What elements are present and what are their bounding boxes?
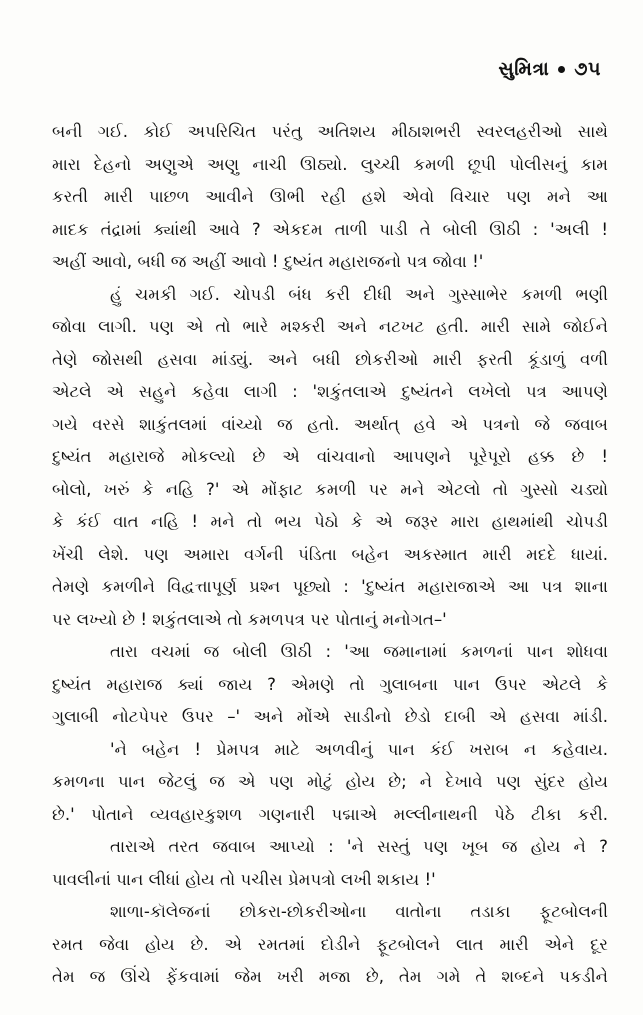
text-line: કે કંઈ વાત નહિ ! મને તો ભય પેઠો કે એ જરૂર મારા હાથમાંથી ચોપડી: [52, 512, 608, 531]
paragraph-first-line: હું ચમકી ગઈ. ચોપડી બંધ કરી દીધી અને ગુસ્સાભેર કમળી ભણી: [110, 284, 608, 304]
text-line: જોવા લાગી. પણ એ તો ભારે મશ્કરી અને નટખટ હતી. મારી સામે જોઈને: [52, 317, 608, 336]
paragraph-first-line: 'ને બહેન ! પ્રેમપત્ર માટે અળવીનું પાન કંઈ ખરાબ ન કહેવાય.: [110, 739, 608, 759]
text-line: દુષ્યંત મહારાજ ક્યાં જાય ? એમણે તો ગુલાબના પાન ઉપર એટલે કે: [52, 674, 608, 694]
text-line: એટલે એ સહુને કહેવા લાગી : 'શકુંતલાએ દુષ્યંતને લખેલો પત્ર આપણે: [52, 382, 608, 401]
paragraph-first-line: તારા વચમાં જ બોલી ઊઠી : 'આ જમાનામાં કમળનાં પાન શોધવા: [110, 642, 608, 661]
text-line: ગુલાબી નોટપેપર ઉપર –' અને મોંએ સાડીનો છેડો દાબી એ હસવા માંડી.: [52, 707, 608, 726]
running-header: [498, 58, 601, 80]
text-line: છે.' પોતાને વ્યવહારકુશળ ગણનારી પદ્માએ મલ્લીનાથની પેઠે ટીકા કરી.: [52, 804, 608, 824]
text-line: તેમ જ ઊંચે ફેંકવામાં જેમ ખરી મજા છે, તેમ ગમે તે શબ્દને પકડીને: [52, 967, 608, 986]
page-number: ૭૫: [574, 58, 601, 80]
text-line: તેણે જોસથી હસવા માંડ્યું. અને બધી છોકરીઓ મારી ફરતી કૂંડાળું વળી: [52, 349, 608, 369]
text-line: બોલો, ખરું કે નહિ ?' એ મોંફાટ કમળી પર મને એટલો તો ગુસ્સો ચડ્યો: [52, 479, 608, 499]
body-text: [52, 116, 608, 994]
text-line: અહીં આવો, બધી જ અહીં આવો ! દુષ્યંત મહારાજનો પત્ર જોવા !': [52, 252, 484, 271]
text-line: ખેંચી લેશે. પણ અમારા વર્ગની પંડિતા બહેન અકસ્માત મારી મદદે ધાયાં.: [52, 544, 608, 564]
text-line: ગયે વરસે શાકુંતલમાં વાંચ્યો જ હતો. અર્થાત્ હવે એ પત્રનો જે જવાબ: [52, 414, 608, 434]
text-line: તેમણે કમળીને વિદ્વત્તાપૂર્ણ પ્રશ્ન પૂછ્યો : 'દુષ્યંત મહારાજાએ આ પત્ર શાના: [52, 577, 608, 596]
text-line: મારા દેહનો અણુએ અણુ નાચી ઊઠ્યો. લુચ્ચી કમળી છૂપી પોલીસનું કામ: [52, 154, 608, 174]
text-line: દુષ્યંત મહારાજે મોકલ્યો છે એ વાંચવાનો આપણને પૂરેપૂરો હક્ક છે !: [52, 447, 608, 466]
text-line: કમળના પાન જેટલું જ એ પણ મોટું હોય છે; ને દેખાવે પણ સુંદર હોય: [52, 772, 608, 791]
text-line: માદક તંદ્રામાં ક્યાંથી આવે ? એકદમ તાળી પાડી તે બોલી ઊઠી : 'અલી !: [52, 219, 608, 239]
text-line: રમત જેવા હોય છે. એ રમતમાં દોડીને ફૂટબોલને લાત મારી એને દૂર: [52, 934, 608, 954]
text-line: કરતી મારી પાછળ આવીને ઊભી રહી હશે એવો વિચાર પણ મને આ: [52, 187, 608, 206]
chapter-title: સુમિત્રા: [498, 58, 550, 80]
paragraph-first-line: શાળા-કૉલેજનાં છોકરા-છોકરીઓના વાતોના તડાકા ફૂટબોલની: [110, 902, 608, 921]
paragraph-first-line: તારાએ તરત જવાબ આપ્યો : 'ને સસ્તું પણ ખૂબ જ હોય ને ?: [110, 837, 608, 856]
text-line: બની ગઈ. કોઈ અપરિચિત પરંતુ અતિશય મીઠાશભરી સ્વરલહરીઓ સાથે: [52, 122, 608, 141]
bullet-separator-icon: [558, 66, 565, 73]
text-line: પર લખ્યો છે ! શકુંતલાએ તો કમળપત્ર પર પોતાનું મનોગત–': [52, 609, 447, 629]
text-line: પાવલીનાં પાન લીધાં હોય તો પચીસ પ્રેમપત્રો લખી શકાય !': [52, 869, 436, 889]
